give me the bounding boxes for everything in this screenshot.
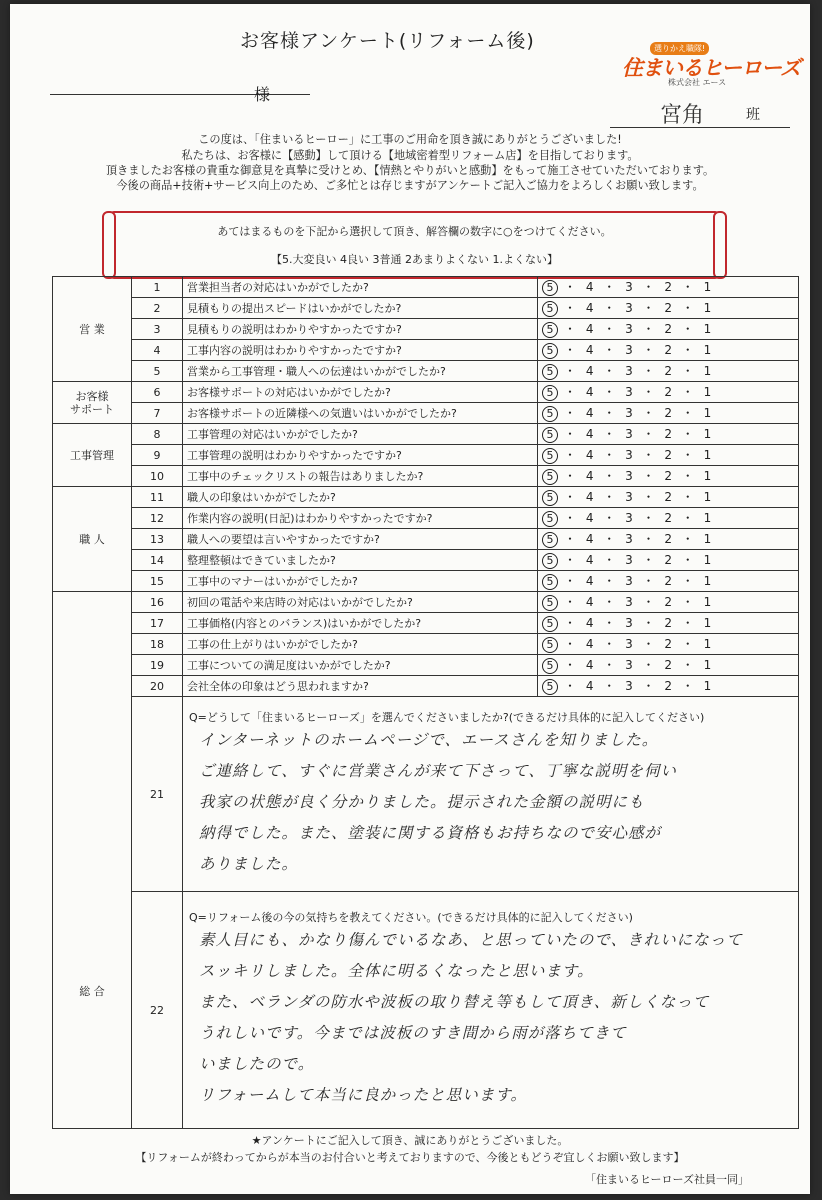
question-text: 工事の仕上がりはいかがでしたか?	[183, 634, 538, 655]
category-support: お客様 サポート	[53, 382, 132, 424]
selected-rating[interactable]: 5	[542, 448, 558, 464]
question-text: 工事管理の対応はいかがでしたか?	[183, 424, 538, 445]
question-number: 4	[132, 340, 183, 361]
question-row	[53, 361, 799, 382]
question-row	[53, 613, 799, 634]
question-text: 工事内容の説明はわかりやすかったですか?	[183, 340, 538, 361]
handwritten-line: インターネットのホームページで、エースさんを知りました。	[199, 730, 659, 749]
rating-scale: ・ 4 ・ 3 ・ 2 ・ 1	[564, 301, 715, 315]
question-row	[53, 529, 799, 550]
question-text: 会社全体の印象はどう思われますか?	[183, 676, 538, 697]
rating-options[interactable]	[538, 550, 799, 571]
question-text: 営業から工事管理・職人への伝達はいかがでしたか?	[183, 361, 538, 382]
handwritten-line: スッキリしました。全体に明るくなったと思います。	[199, 962, 594, 980]
page-title: お客様アンケート(リフォーム後)	[240, 30, 535, 52]
selected-rating[interactable]: 5	[542, 679, 558, 695]
handwritten-line: また、ベランダの防水や波板の取り替え等もして頂き、新しくなって	[199, 993, 710, 1011]
rating-options[interactable]	[538, 382, 799, 403]
open-question-text: Q=どうして「住まいるヒーローズ」を選んでくださいましたか?(できるだけ具体的に記入してください)	[189, 710, 705, 724]
rating-scale: ・ 4 ・ 3 ・ 2 ・ 1	[564, 406, 715, 420]
rating-options[interactable]	[538, 571, 799, 592]
question-number: 3	[132, 319, 183, 340]
rating-options[interactable]	[538, 529, 799, 550]
handwritten-line: いましたので。	[199, 1055, 315, 1073]
rating-scale: ・ 4 ・ 3 ・ 2 ・ 1	[564, 280, 715, 294]
selected-rating[interactable]: 5	[542, 637, 558, 653]
rating-scale: ・ 4 ・ 3 ・ 2 ・ 1	[564, 532, 715, 546]
rating-scale: ・ 4 ・ 3 ・ 2 ・ 1	[564, 637, 715, 651]
question-number: 15	[132, 571, 183, 592]
rating-scale: ・ 4 ・ 3 ・ 2 ・ 1	[564, 595, 715, 609]
open-question-row	[53, 892, 799, 1129]
selected-rating[interactable]: 5	[542, 364, 558, 380]
question-number: 8	[132, 424, 183, 445]
rating-options[interactable]	[538, 277, 799, 298]
rating-options[interactable]	[538, 508, 799, 529]
survey-sheet	[10, 4, 810, 1194]
handwritten-line: 納得でした。また、塗装に関する資格もお持ちなので安心感が	[199, 823, 662, 842]
category-construction: 工事管理	[53, 424, 132, 487]
question-row	[53, 298, 799, 319]
rating-scale: ・ 4 ・ 3 ・ 2 ・ 1	[564, 511, 715, 525]
category-sales: 営 業	[53, 277, 132, 382]
question-row	[53, 277, 799, 298]
greeting-line-3: 頂きましたお客様の貴重な御意見を真摯に受けとめ、【情熱とやりがいと感動】をもって施工させていただいております。	[105, 164, 715, 177]
rating-options[interactable]	[538, 592, 799, 613]
question-row	[53, 508, 799, 529]
question-number: 12	[132, 508, 183, 529]
rating-scale: ・ 4 ・ 3 ・ 2 ・ 1	[564, 490, 715, 504]
question-text: 初回の電話や来店時の対応はいかがでしたか?	[183, 592, 538, 613]
question-row	[53, 382, 799, 403]
question-row	[53, 634, 799, 655]
question-text: お客様サポートの近隣様への気遣いはいかがでしたか?	[183, 403, 538, 424]
question-number: 2	[132, 298, 183, 319]
team-suffix: 班	[746, 107, 760, 123]
selected-rating[interactable]: 5	[542, 490, 558, 506]
question-row	[53, 340, 799, 361]
handwritten-line: 我家の状態が良く分かりました。提示された金額の説明にも	[199, 792, 645, 811]
question-text: 工事についての満足度はいかがでしたか?	[183, 655, 538, 676]
question-number: 19	[132, 655, 183, 676]
selected-rating[interactable]: 5	[542, 427, 558, 443]
team-name: 宮角	[660, 103, 705, 128]
selected-rating[interactable]: 5	[542, 553, 558, 569]
question-text: 工事中のマナーはいかがでしたか?	[183, 571, 538, 592]
question-text: 作業内容の説明(日記)はわかりやすかったですか?	[183, 508, 538, 529]
rating-options[interactable]	[538, 655, 799, 676]
question-text: 工事価格(内容とのバランス)はいかがでしたか?	[183, 613, 538, 634]
rating-options[interactable]	[538, 487, 799, 508]
survey-table	[52, 276, 799, 1129]
question-row	[53, 676, 799, 697]
selected-rating[interactable]: 5	[542, 322, 558, 338]
question-number: 20	[132, 676, 183, 697]
company-logo	[618, 42, 801, 92]
selected-rating[interactable]: 5	[542, 301, 558, 317]
category-craftsman: 職 人	[53, 487, 132, 592]
rating-scale: ・ 4 ・ 3 ・ 2 ・ 1	[564, 322, 715, 336]
handwritten-line: ご連絡して、すぐに営業さんが来て下さって、丁寧な説明を伺い	[199, 761, 677, 780]
question-row	[53, 592, 799, 613]
question-text: 見積もりの提出スピードはいかがでしたか?	[183, 298, 538, 319]
greeting-line-2: 私たちは、お客様に【感動】して頂ける【地域密着型リフォーム店】を目指しております。	[181, 149, 639, 162]
selected-rating[interactable]: 5	[542, 280, 558, 296]
handwritten-line: リフォームして本当に良かったと思います。	[199, 1086, 527, 1104]
logo-company: 株式会社 エース	[668, 78, 727, 87]
question-number: 17	[132, 613, 183, 634]
selected-rating[interactable]: 5	[542, 469, 558, 485]
open-answer-box[interactable]	[183, 892, 799, 1129]
rating-options[interactable]	[538, 403, 799, 424]
handwritten-line: ありました。	[199, 854, 299, 873]
handwritten-line: 素人目にも、かなり傷んでいるなあ、と思っていたので、きれいになって	[199, 931, 743, 949]
question-text: 営業担当者の対応はいかがでしたか?	[183, 277, 538, 298]
logo-name: 住まいるヒーローズ	[622, 56, 801, 80]
question-row	[53, 424, 799, 445]
selected-rating[interactable]: 5	[542, 385, 558, 401]
selected-rating[interactable]: 5	[542, 616, 558, 632]
question-row	[53, 655, 799, 676]
footer-thanks: ★アンケートにご記入して頂き、誠にありがとうございました。	[251, 1134, 569, 1147]
customer-suffix: 様	[254, 85, 271, 104]
rating-scale: ・ 4 ・ 3 ・ 2 ・ 1	[564, 364, 715, 378]
rating-options[interactable]	[538, 445, 799, 466]
rating-scale: ・ 4 ・ 3 ・ 2 ・ 1	[564, 427, 715, 441]
open-question-text: Q=リフォーム後の今の気持ちを教えてください。(できるだけ具体的に記入してください)	[189, 911, 633, 924]
instructions-banner	[110, 211, 719, 279]
question-row	[53, 571, 799, 592]
category-overall: 総 合	[53, 592, 132, 1129]
question-text: お客様サポートの対応はいかがでしたか?	[183, 382, 538, 403]
selected-rating[interactable]: 5	[542, 574, 558, 590]
selected-rating[interactable]: 5	[542, 595, 558, 611]
question-row	[53, 466, 799, 487]
question-row	[53, 445, 799, 466]
rating-scale: ・ 4 ・ 3 ・ 2 ・ 1	[564, 343, 715, 357]
rating-options[interactable]	[538, 613, 799, 634]
question-text: 職人への要望は言いやすかったですか?	[183, 529, 538, 550]
open-answer-box[interactable]	[183, 697, 799, 892]
question-number: 16	[132, 592, 183, 613]
instructions-text: あてはまるものを下記から選択して頂き、解答欄の数字に○をつけてください。	[217, 225, 612, 238]
customer-name-line	[50, 94, 310, 95]
question-number: 5	[132, 361, 183, 382]
rating-options[interactable]	[538, 634, 799, 655]
selected-rating[interactable]: 5	[542, 343, 558, 359]
team-name-line	[610, 127, 790, 128]
rating-options[interactable]	[538, 340, 799, 361]
rating-options[interactable]	[538, 424, 799, 445]
question-text: 職人の印象はいかがでしたか?	[183, 487, 538, 508]
question-number: 10	[132, 466, 183, 487]
rating-scale: ・ 4 ・ 3 ・ 2 ・ 1	[564, 448, 715, 462]
open-question-number: 22	[132, 892, 183, 1129]
question-text: 見積もりの説明はわかりやすかったですか?	[183, 319, 538, 340]
rating-scale: ・ 4 ・ 3 ・ 2 ・ 1	[564, 574, 715, 588]
rating-options[interactable]	[538, 676, 799, 697]
selected-rating[interactable]: 5	[542, 406, 558, 422]
question-number: 9	[132, 445, 183, 466]
rating-scale: ・ 4 ・ 3 ・ 2 ・ 1	[564, 616, 715, 630]
question-text: 工事管理の説明はわかりやすかったですか?	[183, 445, 538, 466]
question-text: 整理整頓はできていましたか?	[183, 550, 538, 571]
question-number: 11	[132, 487, 183, 508]
greeting-line-4: 今後の商品+技術+サービス向上のため、ご多忙とは存じますがアンケートご記入ご協力をよろしくお願い致します。	[116, 179, 704, 192]
question-row	[53, 403, 799, 424]
open-question-row	[53, 697, 799, 892]
question-row	[53, 487, 799, 508]
question-number: 18	[132, 634, 183, 655]
rating-scale: ・ 4 ・ 3 ・ 2 ・ 1	[564, 553, 715, 567]
handwritten-line: うれしいです。今までは波板のすき間から雨が落ちてきて	[199, 1024, 627, 1042]
rating-options[interactable]	[538, 466, 799, 487]
question-number: 13	[132, 529, 183, 550]
rating-scale: ・ 4 ・ 3 ・ 2 ・ 1	[564, 469, 715, 483]
footer-message: 【リフォームが終わってからが本当のお付合いと考えておりますので、今後ともどうぞ宜しくお願い致します】	[135, 1151, 685, 1164]
footer-signature: 「住まいるヒーローズ社員一同」	[585, 1173, 750, 1186]
open-question-number: 21	[132, 697, 183, 892]
rating-options[interactable]	[538, 319, 799, 340]
rating-options[interactable]	[538, 298, 799, 319]
selected-rating[interactable]: 5	[542, 532, 558, 548]
question-number: 14	[132, 550, 183, 571]
greeting-line-1: この度は、「住まいるヒーロー」に工事のご用命を頂き誠にありがとうございました!	[198, 133, 622, 146]
question-text: 工事中のチェックリストの報告はありましたか?	[183, 466, 538, 487]
rating-scale: ・ 4 ・ 3 ・ 2 ・ 1	[564, 658, 715, 672]
rating-options[interactable]	[538, 361, 799, 382]
question-number: 7	[132, 403, 183, 424]
selected-rating[interactable]: 5	[542, 658, 558, 674]
question-number: 1	[132, 277, 183, 298]
selected-rating[interactable]: 5	[542, 511, 558, 527]
question-row	[53, 550, 799, 571]
rating-scale: ・ 4 ・ 3 ・ 2 ・ 1	[564, 679, 715, 693]
question-row	[53, 319, 799, 340]
rating-scale: ・ 4 ・ 3 ・ 2 ・ 1	[564, 385, 715, 399]
rating-legend: 【5.大変良い 4良い 3普通 2あまりよくない 1.よくない】	[271, 253, 558, 266]
question-number: 6	[132, 382, 183, 403]
logo-tagline: 選りかえ職隊!	[650, 42, 709, 55]
